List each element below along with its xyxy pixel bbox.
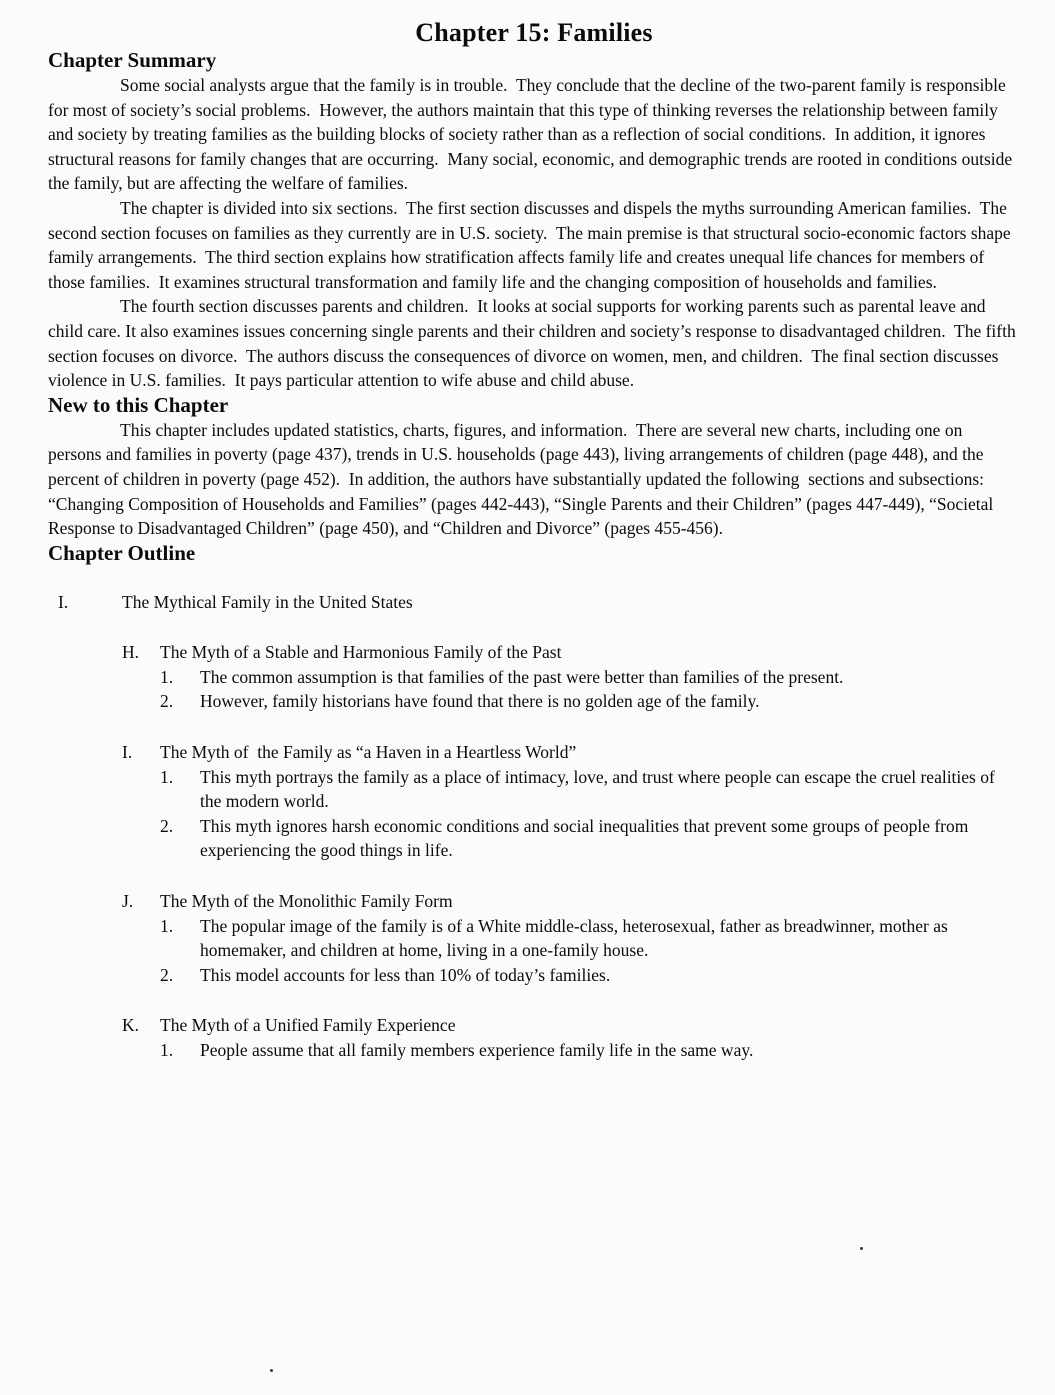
- heading-new-to-chapter: New to this Chapter: [48, 392, 229, 417]
- summary-paragraph-3: The fourth section discusses parents and children. It looks at social supports for working parents such as parental leave and child care. It also examines issues concerning single parents and their children and society’s response to disadvantaged children. The fifth section focuses on divorce. The authors discuss the consequences of divorce on women, men, and children. The final section discusses violence in U.S. families. It pays particular attention to wife abuse and child abuse.: [48, 296, 1021, 391]
- outline-subsection-title: The Myth of the Monolithic Family Form: [160, 891, 453, 912]
- outline-number-marker: 2.: [160, 691, 174, 712]
- outline-item-text: This model accounts for less than 10% of today’s families.: [200, 964, 611, 985]
- outline-item-text: This myth ignores harsh economic conditions and social inequalities that prevent some groups of people from experiencing the good things in life.: [200, 815, 973, 861]
- outline-number-marker: 1.: [160, 666, 174, 687]
- summary-paragraph-2: The chapter is divided into six sections. The first section discusses and dispels the myths surrounding American families. The second section focuses on families as they currently are in U.S. society. The main premise is that structural socio-economic factors shape family arrangements. The third section explains how stratification affects family life and creates unequal life chances for members of those families. It examines structural transformation and family life and the changing composition of households and families.: [48, 197, 1016, 292]
- outline-subsection-title: The Myth of the Family as “a Haven in a Heartless World”: [160, 742, 577, 763]
- scan-speck: [860, 1247, 863, 1250]
- outline-subsection-j: [122, 889, 1020, 987]
- outline-numbered-item: [160, 689, 1020, 714]
- outline-subsection-h: [122, 640, 1020, 714]
- outline-numbered-item: [160, 814, 1020, 863]
- new-to-chapter-paragraph: This chapter includes updated statistics, charts, figures, and information. There are several new charts, including one on persons and families in poverty (page 437), trends in U.S. households (page 443), living arrangements of children (page 448), and the percent of children in poverty (page 452). In addition, the authors have substantially updated the following sections and subsections: “Changing Composition of Households and Families” (pages 442-443), “Single Parents and their Children” (pages 447-449), “Societal Response to Disadvantaged Children” (page 450), and “Children and Divorce” (pages 455-456).: [48, 419, 998, 539]
- outline-numbered-item: [160, 765, 1020, 814]
- outline-numbered-item: [160, 1038, 1020, 1063]
- outline-letter-marker: J.: [122, 891, 134, 912]
- summary-paragraph-1: Some social analysts argue that the family is in trouble. They conclude that the decline of the two-parent family is responsible for most of society’s social problems. However, the authors maintain that this type of thinking reverses the relationship between family and society by treating families as the building blocks of society rather than as a reflection of social conditions. In addition, it ignores structural reasons for family changes that are occurring. Many social, economic, and demographic trends are rooted in conditions outside the family, but are affecting the welfare of families.: [48, 75, 1017, 194]
- outline-subsection-heading: [122, 1013, 1020, 1038]
- outline-letter-marker: K.: [122, 1015, 140, 1036]
- outline-number-marker: 2.: [160, 964, 174, 985]
- outline-letter-marker: I.: [122, 742, 133, 763]
- outline-number-marker: 1.: [160, 1040, 174, 1060]
- outline-letter-marker: H.: [122, 642, 140, 663]
- heading-chapter-summary: Chapter Summary: [48, 48, 217, 72]
- outline-item-text: People assume that all family members experience family life in the same way.: [200, 1040, 754, 1060]
- outline-subsection-heading: [122, 889, 1020, 914]
- outline-numbered-item: [160, 963, 1020, 988]
- outline-subsection-heading: [122, 640, 1020, 665]
- outline-roman-marker: I.: [58, 591, 69, 612]
- heading-chapter-outline: Chapter Outline: [48, 540, 196, 565]
- outline-subsection-k: [122, 1013, 1020, 1062]
- outline-item-text: The common assumption is that families of the past were better than families of the present.: [200, 666, 844, 687]
- outline-numbered-item: [160, 665, 1020, 690]
- outline-number-marker: 2.: [160, 815, 174, 836]
- outline-item-roman: [58, 590, 1020, 615]
- outline-subsection-heading: [122, 740, 1020, 765]
- outline-subsection-title: The Myth of a Unified Family Experience: [160, 1015, 456, 1036]
- outline-number-marker: 1.: [160, 915, 174, 936]
- outline-number-marker: 1.: [160, 766, 174, 787]
- outline-numbered-item: [160, 914, 1020, 963]
- outline-roman-text: The Mythical Family in the United States: [122, 591, 413, 612]
- outline-item-text: However, family historians have found that there is no golden age of the family.: [200, 691, 760, 712]
- outline-item-text: This myth portrays the family as a place of intimacy, love, and trust where people can escape the cruel realities of the modern world.: [200, 766, 1000, 812]
- chapter-outline-list: [48, 590, 1020, 1063]
- outline-subsection-i: [122, 740, 1020, 863]
- page-title: Chapter 15: Families: [415, 18, 653, 47]
- scan-speck: [270, 1369, 273, 1372]
- outline-item-text: The popular image of the family is of a White middle-class, heterosexual, father as breadwinner, mother as homemaker, and children at home, living in a one-family house.: [200, 915, 953, 961]
- outline-subsection-title: The Myth of a Stable and Harmonious Family of the Past: [160, 642, 562, 663]
